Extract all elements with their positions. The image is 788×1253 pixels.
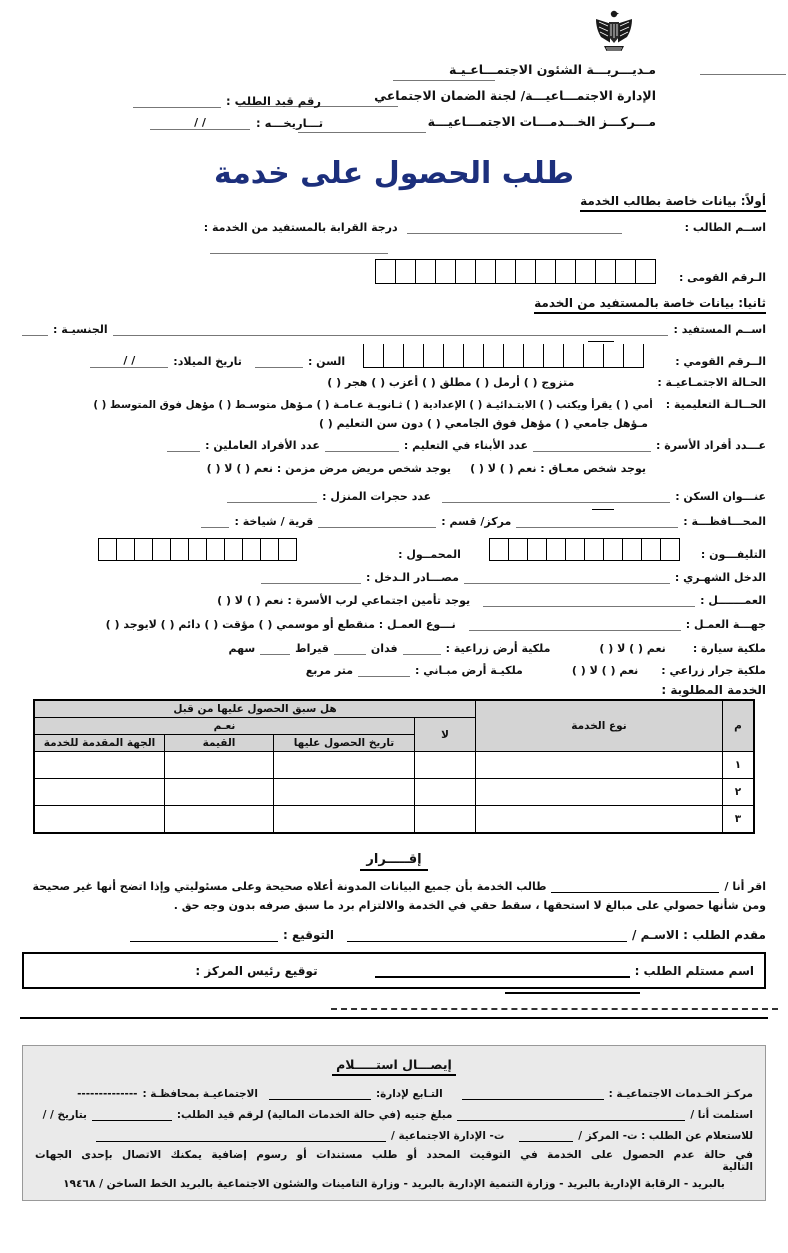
digit-cell[interactable]: [565, 538, 585, 561]
digit-cell[interactable]: [152, 538, 171, 561]
digit-cell[interactable]: [278, 538, 297, 561]
table-row: [34, 752, 754, 779]
digit-cell[interactable]: [98, 538, 117, 561]
form-title: طلب الحصول على خدمة: [214, 156, 574, 192]
signature-field[interactable]: [130, 928, 278, 942]
digit-cell[interactable]: [603, 538, 623, 561]
digit-cell[interactable]: [375, 259, 396, 284]
education-status-label: الحــالـة التعليمية :: [665, 398, 766, 411]
org-line3-blank[interactable]: [298, 132, 426, 133]
income-sources-field[interactable]: [261, 570, 361, 584]
digit-cell[interactable]: [603, 344, 624, 368]
digit-cell[interactable]: [622, 538, 642, 561]
date-obtained-cell[interactable]: [274, 779, 415, 806]
digit-cell[interactable]: [443, 344, 464, 368]
income-sources-label: مصـــادر الـدخل :: [366, 571, 459, 584]
car-ownership-options[interactable]: نعم ( ) لا ( ): [599, 642, 666, 655]
no-cell[interactable]: [415, 779, 476, 806]
digit-cell[interactable]: [503, 344, 524, 368]
digit-cell[interactable]: [527, 538, 547, 561]
birth-date-field[interactable]: / /: [90, 354, 168, 368]
receipt-admin-label: التـابع لإدارة:: [375, 1088, 443, 1100]
family-members-field[interactable]: [533, 438, 651, 452]
receiver-name-field[interactable]: [375, 963, 630, 978]
sahm-unit: سهم: [228, 642, 256, 655]
family-members-label: عـــدد أفراد الأسرة :: [655, 439, 766, 452]
row-number: ٢: [723, 779, 755, 806]
social-insurance-question[interactable]: يوجد تأمين اجتماعي لرب الأسرة : نعم ( ) لا ( ): [217, 594, 471, 607]
providing-entity-cell[interactable]: [34, 779, 165, 806]
district-field[interactable]: [318, 514, 436, 528]
declaration-intro: اقر أنا /: [724, 880, 766, 893]
col-header-row-number: م: [723, 700, 755, 752]
col-header-obtained-before: هل سبق الحصول عليها من قبل: [34, 700, 476, 718]
disabled-person-question[interactable]: يوجد شخص معـاق : نعم ( ) لا ( ): [470, 462, 646, 475]
digit-cell[interactable]: [555, 259, 576, 284]
service-type-cell[interactable]: [476, 752, 723, 779]
age-label: السن :: [307, 355, 346, 368]
monthly-income-field[interactable]: [464, 570, 670, 584]
stray-line-2: [592, 506, 614, 510]
egypt-eagle-logo: [592, 8, 636, 56]
kinship-label: درجة القرابة بالمستفيد من الخدمة :: [203, 221, 398, 234]
solid-separator: [20, 1017, 768, 1019]
working-members-label: عدد الأفراد العاملين :: [205, 439, 320, 452]
digit-cell[interactable]: [584, 538, 604, 561]
square-meter-unit: متر مربع: [305, 664, 354, 677]
digit-cell[interactable]: [435, 259, 456, 284]
digit-cell[interactable]: [543, 344, 564, 368]
registration-date-field[interactable]: / /: [150, 116, 250, 130]
digit-cell[interactable]: [635, 259, 656, 284]
receipt-center-field[interactable]: [462, 1086, 604, 1100]
applicant-name-label: اســم الطالب :: [684, 221, 766, 234]
registration-date-row: [150, 116, 323, 130]
digit-cell[interactable]: [188, 538, 207, 561]
digit-cell[interactable]: [170, 538, 189, 561]
qirat-unit: قيراط: [295, 642, 329, 655]
digit-cell[interactable]: [489, 538, 509, 561]
receiver-name-label: اسم مستلم الطلب :: [634, 964, 754, 978]
digit-cell[interactable]: [403, 344, 424, 368]
digit-cell[interactable]: [595, 259, 616, 284]
district-label: مركز/ قسم :: [441, 515, 512, 528]
signature-label: التوقيع :: [283, 928, 335, 942]
beneficiary-national-id-boxes[interactable]: [364, 344, 644, 368]
digit-cell[interactable]: [463, 344, 484, 368]
receipt-inquiry-label: للاستعلام عن الطلب : ت- المركز /: [578, 1130, 753, 1142]
receipt-governorate-label: الاجتماعيـة بمحافظـة :: [142, 1088, 258, 1100]
employer-label: جهـــة العمـل :: [685, 618, 766, 631]
registration-date-label: تـــاريخـــه :: [256, 116, 324, 130]
governorate-field[interactable]: [516, 514, 678, 528]
stray-line-1: [588, 338, 614, 342]
digit-cell[interactable]: [242, 538, 261, 561]
nationality-field[interactable]: [22, 322, 48, 336]
org-name-line3: مـــركـــز الخـــدمـــات الاجتمـــاعيـــة: [427, 114, 656, 129]
declaration-body-line1: طالب الخدمة بأن جميع البيانات المدونة أعلاه صحيحة وعلى مسئوليتي وإذا اتضح أنها غير صحيحة: [32, 880, 547, 893]
age-field[interactable]: [255, 354, 303, 368]
digit-cell[interactable]: [515, 259, 536, 284]
beneficiary-name-label: اســم المستفيد :: [673, 323, 766, 336]
feddan-unit: فدان: [370, 642, 398, 655]
center-head-signature-field[interactable]: [505, 992, 640, 994]
address-field[interactable]: [442, 489, 670, 503]
receipt-title: إيصـــال استـــــلام: [332, 1057, 456, 1076]
education-options-line1[interactable]: أمي ( ) يقرأ ويكتب ( ) الابتـدائيـة ( ) الإعدادية ( ) ثـانويـة عـامـة ( ) مـؤهل متوسـط ( ) مؤهل فوق المتوسط ( ): [93, 399, 653, 411]
phone-boxes[interactable]: [490, 538, 680, 561]
chronic-illness-question[interactable]: يوجد شخص مريض مرض مزمن : نعم ( ) لا ( ): [206, 462, 452, 475]
digit-cell[interactable]: [383, 344, 404, 368]
digit-cell[interactable]: [475, 259, 496, 284]
digit-cell[interactable]: [363, 344, 384, 368]
employer-field[interactable]: [469, 617, 681, 631]
address-label: عنـــوان السكن :: [675, 490, 766, 503]
receipt-note-line2: بالبريد - الرقابة الإدارية بالبريد - وزارة التنمية الإدارية بالبريد - وزارة التامينات والشئون الاجتماعية بالبريد الخط الساخن / ١٩٤٦٨: [63, 1178, 725, 1190]
building-land-label: ملكيـة أرض مبـاني :: [415, 664, 523, 677]
mobile-label: المحمــول :: [398, 548, 461, 561]
requested-services-table: [33, 699, 755, 834]
center-head-signature-label: توقيع رئيس المركز :: [195, 964, 318, 978]
org-name-line2: الإدارة الاجتمـــاعيـــة/ لجنة الضمان الاجتماعي: [374, 88, 656, 103]
marital-status-label: الحـالة الاجتمـاعيـة :: [657, 376, 766, 389]
working-members-field[interactable]: [167, 438, 200, 452]
receipt-admin-phone-field[interactable]: [96, 1128, 386, 1142]
value-cell[interactable]: [165, 779, 274, 806]
receipt-received-by-label: استلمت أنا /: [690, 1109, 753, 1121]
building-land-field[interactable]: [358, 663, 410, 677]
children-in-education-field[interactable]: [325, 438, 399, 452]
digit-cell[interactable]: [260, 538, 279, 561]
row-number: ٣: [723, 806, 755, 834]
declaration-title: إقـــــرار: [360, 852, 427, 871]
receipt-note-line1: في حالة عدم الحصول على الخدمة في التوقيت المحدد أو طلب مستندات أو رسوم إضافية يمكنك الاتصال بإحدى الجهات التالية: [35, 1149, 753, 1173]
section2-heading: ثانيا: بيانات خاصة بالمستفيد من الخدمة: [534, 296, 766, 314]
table-row: [34, 806, 754, 834]
service-type-cell[interactable]: [476, 779, 723, 806]
mobile-boxes[interactable]: [99, 538, 297, 561]
receiver-box: [22, 952, 766, 989]
governorate-label: المحـــافظـــة :: [683, 515, 766, 528]
receipt-admin-field[interactable]: [269, 1086, 371, 1100]
digit-cell[interactable]: [563, 344, 584, 368]
digit-cell[interactable]: [508, 538, 528, 561]
village-field[interactable]: [201, 514, 229, 528]
children-in-education-label: عدد الأبناء في التعليم :: [403, 439, 528, 452]
monthly-income-label: الدخل الشهـري :: [674, 571, 766, 584]
digit-cell[interactable]: [483, 344, 504, 368]
receipt-box: [22, 1045, 766, 1201]
submitter-name-field[interactable]: [347, 928, 627, 942]
receipt-reg-number-field[interactable]: [92, 1107, 172, 1121]
declaration-body-line2: ومن شأنها حصولي على مبالغ لا استحقها ، سقط حقي في الخدمة والالتزام برد ما سبق صرفه بدون وجه حق .: [173, 899, 766, 912]
qirat-field[interactable]: [334, 641, 366, 655]
digit-cell[interactable]: [455, 259, 476, 284]
phone-label: التليفـــون :: [700, 548, 766, 561]
receipt-center-label: مركـز الخـدمات الاجتماعيـة :: [608, 1088, 753, 1100]
marital-status-options[interactable]: متزوج ( ) أرمل ( ) مطلق ( ) أعزب ( ) هجر ( ): [327, 376, 575, 389]
section1-heading: أولاً: بيانات خاصة بطالب الخدمة: [580, 194, 766, 212]
providing-entity-cell[interactable]: [34, 752, 165, 779]
beneficiary-name-field[interactable]: [113, 322, 669, 336]
table-row: [34, 779, 754, 806]
digit-cell[interactable]: [546, 538, 566, 561]
requested-service-label: الخدمة المطلوبة :: [661, 683, 766, 697]
applicant-national-id-label: الـرقم القومى :: [678, 271, 766, 284]
digit-cell[interactable]: [415, 259, 436, 284]
receipt-center-phone-field[interactable]: [519, 1128, 573, 1142]
value-cell[interactable]: [165, 752, 274, 779]
digit-cell[interactable]: [224, 538, 243, 561]
village-label: قرية / شياخة :: [234, 515, 314, 528]
digit-cell[interactable]: [134, 538, 153, 561]
cut-dashed-separator: [331, 1008, 778, 1010]
submitter-name-label: مقدم الطلب : الاسـم /: [632, 928, 766, 942]
col-header-value: القيمة: [165, 735, 274, 752]
digit-cell[interactable]: [206, 538, 225, 561]
digit-cell[interactable]: [615, 259, 636, 284]
digit-cell[interactable]: [535, 259, 556, 284]
work-type-question[interactable]: نـــوع العمـل : منقطع أو موسمي ( ) مؤقت ( ) دائم ( ) لايوجد ( ): [105, 618, 456, 631]
birth-date-label: تاريخ الميلاد:: [173, 355, 242, 368]
digit-cell[interactable]: [395, 259, 416, 284]
receipt-date-label: بتاريخ / /: [42, 1109, 87, 1121]
farmland-ownership-label: ملكية أرض زراعية :: [445, 642, 551, 655]
kinship-field[interactable]: [210, 240, 388, 254]
beneficiary-national-id-label: الــرقم القومي :: [675, 355, 766, 368]
tractor-ownership-options[interactable]: نعم ( ) لا ( ): [571, 664, 639, 677]
providing-entity-cell[interactable]: [34, 806, 165, 834]
row-number: ١: [723, 752, 755, 779]
col-header-no: لا: [415, 718, 476, 752]
date-obtained-cell[interactable]: [274, 806, 415, 834]
nationality-label: الجنسيـة :: [53, 323, 108, 336]
work-label: العمـــــــل :: [700, 594, 766, 607]
registration-number-label: رقم قيد الطلب :: [226, 94, 321, 108]
digit-cell[interactable]: [583, 344, 604, 368]
applicant-national-id-boxes[interactable]: [376, 259, 656, 284]
digit-cell[interactable]: [523, 344, 544, 368]
col-header-service-type: نوع الخدمة: [476, 700, 723, 752]
declarant-name-field[interactable]: [551, 879, 719, 893]
col-header-date-obtained: تاريخ الحصول عليها: [274, 735, 415, 752]
col-header-yes: نعـم: [34, 718, 415, 735]
receipt-governorate-value[interactable]: --------------: [77, 1088, 138, 1100]
work-field[interactable]: [483, 593, 695, 607]
digit-cell[interactable]: [423, 344, 444, 368]
sahm-field[interactable]: [260, 641, 290, 655]
digit-cell[interactable]: [660, 538, 680, 561]
registration-number-row: [133, 94, 321, 108]
org-name-line1: مـديـــريـــة الشئون الاجتمـــاعـيـة: [449, 62, 656, 77]
header-top-right-line[interactable]: [700, 74, 786, 75]
col-header-providing-entity: الجهة المقدمة للخدمة: [34, 735, 165, 752]
digit-cell[interactable]: [495, 259, 516, 284]
digit-cell[interactable]: [623, 344, 644, 368]
value-cell[interactable]: [165, 806, 274, 834]
rooms-count-field[interactable]: [227, 489, 317, 503]
applicant-name-field[interactable]: [407, 220, 622, 234]
no-cell[interactable]: [415, 752, 476, 779]
registration-number-field[interactable]: [133, 94, 221, 108]
digit-cell[interactable]: [641, 538, 661, 561]
farmland-area-field[interactable]: [403, 641, 441, 655]
date-obtained-cell[interactable]: [274, 752, 415, 779]
car-ownership-label: ملكية سيارة :: [692, 642, 766, 655]
receipt-received-by-field[interactable]: [457, 1107, 685, 1121]
receipt-inquiry-admin-label: ت- الإدارة الاجتماعية /: [391, 1130, 505, 1142]
digit-cell[interactable]: [116, 538, 135, 561]
org-line1-blank[interactable]: [393, 80, 495, 81]
digit-cell[interactable]: [575, 259, 596, 284]
receipt-amount-label: مبلغ جنيه (في حالة الخدمات المالية) لرقم قيد الطلب:: [176, 1109, 453, 1121]
education-options-line2[interactable]: مـؤهل جامعي ( ) مؤهل فوق الجامعي ( ) دون سن التعليم ( ): [318, 417, 648, 430]
rooms-count-label: عدد حجرات المنزل :: [322, 490, 432, 503]
no-cell[interactable]: [415, 806, 476, 834]
tractor-ownership-label: ملكية جرار زراعي :: [661, 664, 766, 677]
service-type-cell[interactable]: [476, 806, 723, 834]
